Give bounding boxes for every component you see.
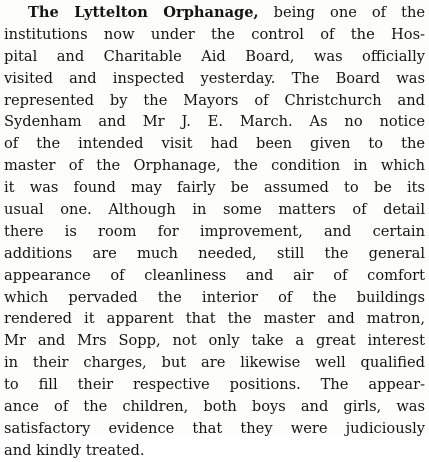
article-body	[4, 2, 425, 462]
article-lead: The Lyttelton Orphanage,	[28, 4, 259, 21]
article-line: additions are much needed, still the general	[4, 244, 425, 262]
article-line: The Lyttelton Orphanage, being one of the	[28, 4, 425, 21]
article-line: rendered it apparent that the master and matron,	[4, 310, 425, 328]
article-line: Mr and Mrs Sopp, not only take a great interest	[4, 332, 425, 350]
article-line: represented by the Mayors of Christchurch and	[4, 91, 425, 109]
article-line: in their charges, but are likewise well qualified	[4, 354, 425, 372]
article-line: it was found may fairly be assumed to be its	[4, 179, 425, 197]
article-line: appearance of cleanliness and air of comfort	[4, 266, 425, 284]
article-line: pital and Charitable Aid Board, was officially	[4, 47, 425, 65]
article-line: to fill their respective positions. The appear-	[4, 376, 425, 394]
article-line: there is room for improvement, and certain	[4, 222, 425, 240]
article-line: institutions now under the control of the Hos-	[4, 25, 425, 43]
article-line: visited and inspected yesterday. The Board was	[4, 69, 425, 87]
article-line: of the intended visit had been given to the	[4, 135, 425, 153]
article-line: master of the Orphanage, the condition in which	[4, 157, 425, 175]
article-line: which pervaded the interior of the buildings	[4, 288, 425, 306]
article-line: ance of the children, both boys and girls, was	[4, 398, 425, 416]
article-line: Sydenham and Mr J. E. March. As no notice	[4, 113, 425, 131]
article-line: usual one. Although in some matters of detail	[4, 201, 425, 219]
article-line: and kindly treated.	[4, 441, 145, 459]
article-line: satisfactory evidence that they were judiciously	[4, 419, 425, 437]
